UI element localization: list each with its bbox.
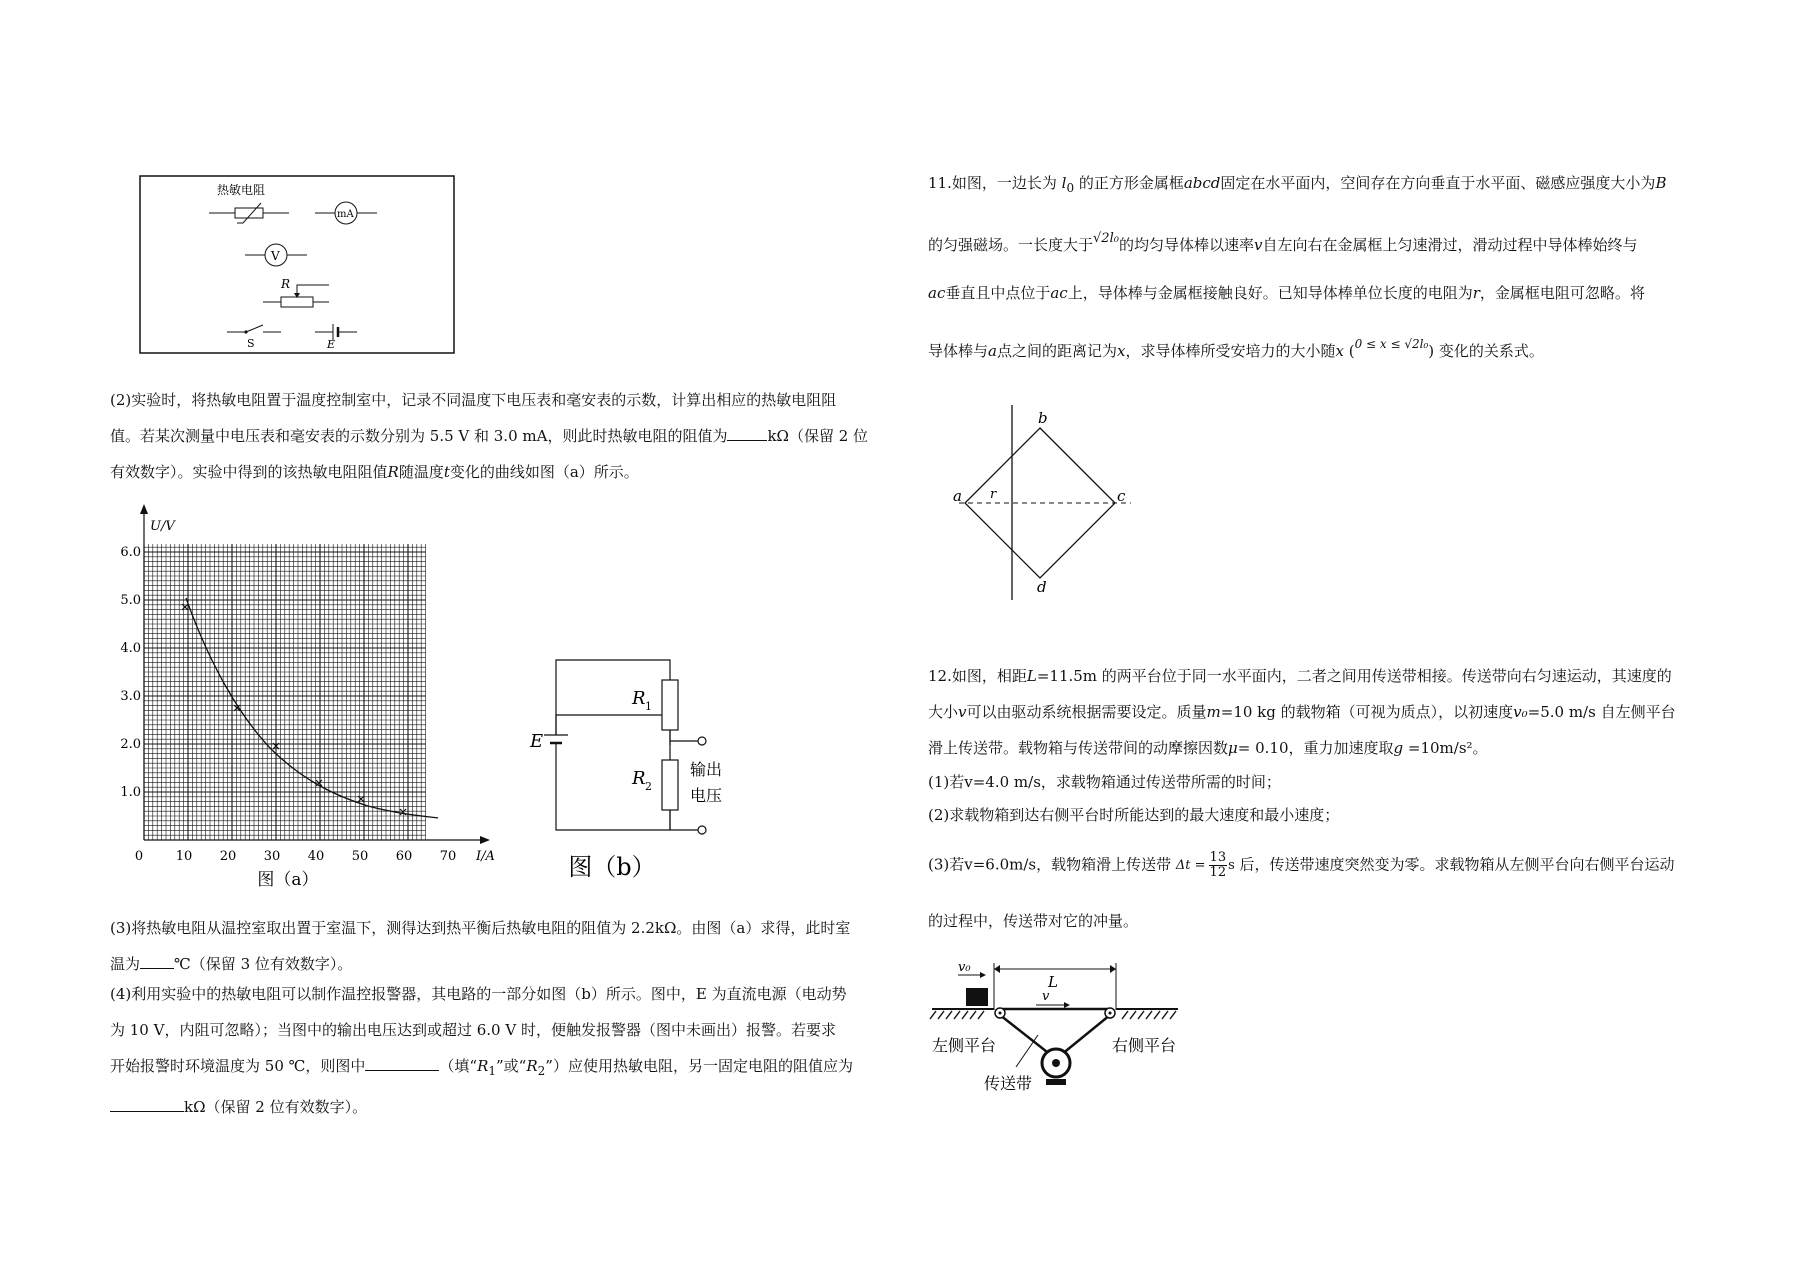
q12-l2b: 可以由驱动系统根据需要设定。质量: [966, 703, 1207, 721]
q3-line2b: ℃（保留 3 位有效数字）。: [174, 955, 353, 973]
q4-line3c: ”或“: [496, 1057, 527, 1075]
question-4: [110, 976, 900, 1125]
q2-var-r: R: [387, 463, 399, 481]
q2-blank: [727, 426, 767, 441]
fig-left-platform: 左侧平台: [932, 1036, 997, 1055]
v-label: V: [271, 249, 280, 263]
q2-var-t: t: [443, 463, 450, 481]
q12-l2d: =5.0 m/s 自左侧平台: [1527, 703, 1676, 721]
circuit-b: [520, 645, 760, 895]
circuit-b-svg: [520, 645, 760, 895]
q11-range: 0 ≤ x ≤ √2l₀: [1354, 337, 1429, 351]
e-label-b: E: [530, 731, 544, 752]
q12-l1a: 12.如图，相距: [928, 667, 1027, 685]
data-markers: [182, 604, 406, 815]
q12-frac-num: 13: [1209, 850, 1227, 865]
x-tick-label: 40: [307, 849, 325, 864]
q11-l3a: 垂直且中点位于: [945, 284, 1051, 302]
q12-sub4: 的过程中，传送带对它的冲量。: [928, 912, 1139, 930]
ma-label: mA: [337, 209, 354, 220]
r-label: R: [281, 277, 291, 291]
s-label: S: [247, 337, 255, 350]
data-curve: [186, 598, 438, 818]
q11-sqrt2l0: √2l₀: [1093, 231, 1119, 246]
q4-r1-sub: 1: [488, 1064, 497, 1078]
q2-line2b: kΩ（保留 2 位: [767, 427, 869, 445]
q11-figure-svg: [945, 400, 1145, 605]
q12-fraction: [1176, 851, 1235, 880]
output-label-1: 输出: [690, 760, 723, 779]
q4-line1: (4)利用实验中的热敏电阻可以制作温控报警器，其电路的一部分如图（b）所示。图中，E 为直流电源（电动势: [110, 985, 847, 1003]
q11-l3b: 上，导体棒与金属框接触良好。已知导体棒单位长度的电阻为: [1067, 284, 1473, 302]
thermistor-label: 热敏电阻: [217, 183, 266, 197]
q12-s3b: 后，传送带速度突然变为零。求载物箱从左侧平台向右侧平台运动: [1239, 855, 1675, 874]
fig-v: v: [1042, 989, 1050, 1004]
q4-line3d: ”）应使用热敏电阻，另一固定电阻的阻值应为: [545, 1057, 853, 1075]
q4-r2: R: [526, 1057, 538, 1075]
q12-l2a: 大小: [928, 703, 959, 721]
q2-line3b: 随温度: [398, 463, 444, 481]
q2-line2: [110, 418, 900, 454]
q2-line3a: 有效数字）。实验中得到的该热敏电阻阻值: [110, 463, 388, 481]
q4-line3a: 开始报警时环境温度为 50 ℃，则图中: [110, 1057, 366, 1075]
circuit-b-caption: 图（b）: [568, 853, 656, 881]
r2-sub: 2: [645, 780, 652, 793]
q2-line2a: 值。若某次测量中电压表和毫安表的示数分别为 5.5 V 和 3.0 mA，则此时热敏电阻的阻值为: [110, 427, 728, 445]
q2-line3c: 变化的曲线如图（a）所示。: [449, 463, 639, 481]
q11-ac-2: ac: [1050, 284, 1068, 302]
x-tick-label: 50: [351, 849, 369, 864]
fig-right-platform: 右侧平台: [1112, 1036, 1177, 1055]
q12-mu: μ: [1228, 739, 1238, 757]
q4-blank-2: [110, 1097, 184, 1112]
q4-line2: 为 10 V，内阻可忽略）；当图中的输出电压达到或超过 6.0 V 时，便触发报警器（图中未画出）报警。若要求: [110, 1021, 836, 1039]
q12-dt: Δt =: [1175, 858, 1206, 873]
q11-ac: ac: [928, 284, 946, 302]
x-tick-labels: [176, 849, 457, 864]
y-tick-label: 4.0: [120, 641, 141, 656]
q4-r2-sub: 2: [537, 1064, 546, 1078]
graph-grid: [144, 544, 426, 840]
q3-line2a: 温为: [110, 955, 141, 973]
graph-a-caption: 图（a）: [257, 870, 319, 890]
q11-l4c: ，求导体棒所受安培力的大小随: [1125, 342, 1336, 360]
q4-line4: [110, 1089, 900, 1125]
q11-l1b: 的正方形金属框: [1074, 174, 1184, 192]
q12-s3a: (3)若v=6.0m/s，载物箱滑上传送带: [928, 855, 1172, 874]
q12-l3c: =10m/s²。: [1403, 739, 1488, 757]
y-tick-label: 5.0: [120, 593, 141, 608]
components-box: [139, 175, 455, 355]
q11-l0-sub: 0: [1066, 181, 1075, 195]
fig-l: L: [1048, 973, 1058, 991]
q11-l2c: 自左向右在金属框上匀速滑过，滑动过程中导体棒始终与: [1262, 236, 1638, 254]
y-tick-labels: [120, 545, 141, 800]
q12-l: L: [1026, 667, 1037, 685]
q12-frac-unit: s: [1228, 858, 1235, 873]
q2-line1: (2)实验时，将热敏电阻置于温度控制室中，记录不同温度下电压表和毫安表的示数，计算出相应的热敏电阻阻: [110, 391, 837, 409]
q11-figure: [945, 400, 1145, 605]
r1-label: R: [632, 688, 646, 709]
q11-line1: [928, 172, 1666, 195]
q12-l1b: =11.5m 的两平台位于同一水平面内，二者之间用传送带相接。传送带向右匀速运动，其速度的: [1036, 667, 1672, 685]
q4-r1: R: [477, 1057, 489, 1075]
q11-line3: [928, 282, 1645, 303]
q11-a: a: [988, 342, 997, 360]
fig-belt-label: 传送带: [984, 1074, 1033, 1093]
fig-label-c: c: [1117, 487, 1126, 505]
question-3: [110, 910, 900, 982]
output-label-2: 电压: [690, 786, 723, 805]
q12-sub2: (2)求载物箱到达右侧平台时所能达到的最大速度和最小速度；: [928, 806, 1340, 824]
q12-v0: v₀: [1513, 703, 1528, 721]
q11-l1a: 11.如图，一边长为: [928, 174, 1062, 192]
fig-label-b: b: [1038, 409, 1048, 427]
y-tick-label: 6.0: [120, 545, 141, 560]
q11-b: B: [1655, 174, 1667, 192]
q3-blank: [140, 954, 174, 969]
q12-figure-svg: [928, 955, 1218, 1105]
q11-x: x: [1116, 342, 1126, 360]
q11-l3c: ，金属框电阻可忽略。将: [1479, 284, 1645, 302]
q4-line4-text: kΩ（保留 2 位有效数字）。: [184, 1098, 368, 1116]
q11-l4d: 变化的关系式。: [1438, 342, 1544, 360]
r1-sub: 1: [645, 700, 652, 713]
fig-v0: v₀: [958, 960, 971, 975]
x-tick-label: 60: [395, 849, 413, 864]
q12-sub3: [928, 851, 1675, 880]
q11-r: r: [1472, 284, 1480, 302]
x-tick-label: 10: [175, 849, 193, 864]
q11-l4b: 点之间的距离记为: [996, 342, 1117, 360]
fig-label-r: r: [990, 487, 997, 502]
graph-a: [108, 500, 508, 900]
q12-frac-stack: [1209, 851, 1228, 880]
q12-figure: [928, 955, 1218, 1105]
x-tick-label: 20: [219, 849, 237, 864]
q12-frac-den: 12: [1209, 865, 1227, 880]
q4-line3: [110, 1048, 900, 1089]
graph-a-svg: [108, 500, 508, 900]
y-axis-label: U/V: [150, 519, 175, 534]
q12-line2: [928, 701, 1676, 722]
q11-v: v: [1253, 236, 1263, 254]
fig-label-d: d: [1037, 578, 1047, 596]
y-tick-label: 3.0: [120, 689, 141, 704]
q12-sub1: (1)若v=4.0 m/s，求载物箱通过传送带所需的时间；: [928, 773, 1281, 791]
q12-g: g: [1393, 739, 1404, 757]
q12-l2c: =10 kg 的载物箱（可视为质点），以初速度: [1220, 703, 1514, 721]
fig-label-a: a: [953, 487, 962, 505]
q12-line3: [928, 737, 1488, 758]
left-platform-hatch: [930, 1011, 984, 1019]
y-tick-label: 1.0: [120, 785, 141, 800]
q11-abcd: abcd: [1183, 174, 1221, 192]
q11-line4: 导体棒与a点之间的距离记为x，求导体棒所受安培力的大小随x ($^{0 \le x \le √2l_0}$) 变化的关系式。: [928, 337, 1544, 360]
q11-x-2: x: [1335, 342, 1344, 360]
e-label: E: [327, 338, 336, 351]
origin-label: 0: [134, 849, 144, 864]
q12-l3a: 滑上传送带。载物箱与传送带间的动摩擦因数: [928, 739, 1229, 757]
q12-line1: [928, 665, 1672, 686]
x-tick-label: 30: [263, 849, 281, 864]
q11-l2a: 的匀强磁场。一长度大于: [928, 236, 1094, 254]
q4-line3b: （填“: [439, 1057, 478, 1075]
q2-line3: [110, 454, 900, 490]
q12-m: m: [1206, 703, 1221, 721]
right-platform-hatch: [1122, 1011, 1176, 1019]
q12-l3b: = 0.10，重力加速度取: [1237, 739, 1394, 757]
q3-line1: (3)将热敏电阻从温控室取出置于室温下，测得达到热平衡后热敏电阻的阻值为 2.2kΩ。由图（a）求得，此时室: [110, 919, 851, 937]
q11-l0: l: [1061, 174, 1067, 192]
q11-l4a: 导体棒与: [928, 342, 989, 360]
y-tick-label: 2.0: [120, 737, 141, 752]
r2-label: R: [632, 768, 646, 789]
q11-line2: [928, 231, 1638, 255]
q11-l1c: 固定在水平面内，空间存在方向垂直于水平面、磁感应强度大小为: [1220, 174, 1656, 192]
question-2: [110, 382, 900, 490]
x-tick-label: 70: [439, 849, 457, 864]
x-axis-label: I/A: [476, 849, 495, 864]
q4-blank-1: [365, 1056, 439, 1071]
q12-v: v: [958, 703, 967, 721]
components-diagram: [139, 175, 455, 355]
q11-l2b: 的均匀导体棒以速率: [1118, 236, 1254, 254]
